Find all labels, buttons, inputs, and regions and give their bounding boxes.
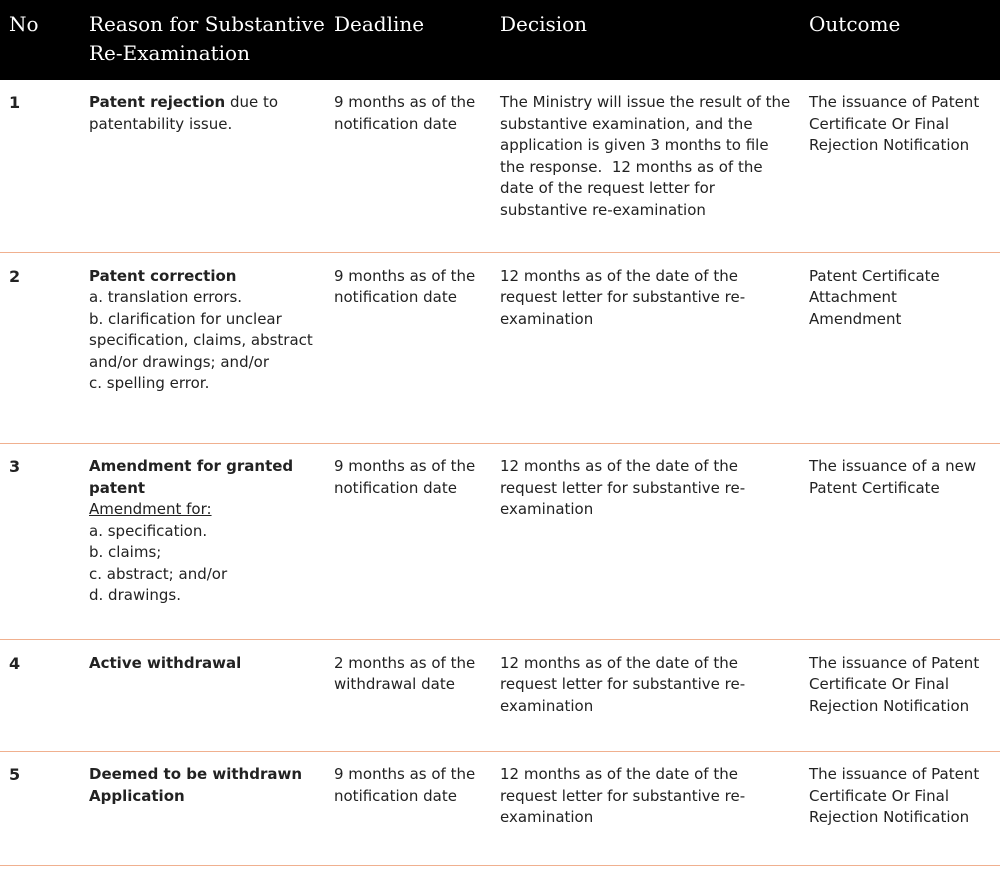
decision-line: 12 months as of the date of the [500,457,738,475]
outcome-line: Rejection Notification [809,136,970,154]
reason-cell [89,456,321,607]
outcome-line: The issuance of Patent [809,765,980,783]
decision-line: examination [500,696,594,715]
reason-line: c. spelling error. [89,374,210,392]
decision-line: substantive re-examination [500,200,706,219]
reason-title: Patent correction [89,266,237,285]
header-reason [89,10,325,68]
reason-cell [89,764,321,807]
decision-cell [500,653,796,718]
reason-line: and/or drawings; and/or [89,352,269,371]
deadline-cell [334,456,486,499]
reason-title-tail: due to [225,93,279,111]
header-deadline: Deadline [334,12,425,36]
row-number: 5 [9,765,21,784]
table-row [0,80,1000,253]
outcome-line: The issuance of Patent [809,653,980,672]
outcome-line: Rejection Notification [809,808,970,826]
reason-subheading: Amendment for: [89,500,212,518]
decision-line: request letter for substantive re- [500,786,746,805]
decision-line: examination [500,808,594,826]
outcome-line: Patent Certificate [809,478,940,497]
deadline-line: notification date [334,114,457,133]
outcome-line: Rejection Notification [809,696,970,715]
reason-line: b. clarification for unclear [89,309,282,328]
reason-title: Application [89,786,185,805]
decision-line: examination [500,309,594,328]
reason-title: Amendment for granted [89,457,294,475]
table-row [0,254,1000,444]
reason-title: Patent rejection [89,93,226,111]
header-no: No [9,12,39,36]
outcome-line: Patent Certificate [809,266,940,285]
decision-line: the response. 12 months as of the [500,157,763,176]
deadline-line: 9 months as of the [334,457,476,475]
decision-line: application is given 3 months to file [500,136,769,154]
header-outcome: Outcome [809,12,901,36]
deadline-cell [334,92,486,135]
outcome-line: Attachment [809,288,897,306]
decision-line: request letter for substantive re- [500,675,746,693]
row-number: 1 [9,93,21,112]
deadline-line: 2 months as of the [334,653,476,672]
deadline-line: notification date [334,478,457,497]
reason-cell [89,92,321,135]
decision-line: request letter for substantive re- [500,478,746,497]
outcome-cell [809,266,995,331]
reason-line: a. specification. [89,521,208,540]
outcome-line: Certificate Or Final [809,114,949,133]
reason-line: d. drawings. [89,586,181,604]
reason-line: c. abstract; and/or [89,564,228,583]
outcome-cell [809,764,995,829]
deadline-line: 9 months as of the [334,93,476,111]
decision-line: date of the request letter for [500,179,715,197]
outcome-line: The issuance of Patent [809,93,980,111]
decision-line: 12 months as of the date of the [500,653,738,672]
decision-line: The Ministry will issue the result of the [500,93,791,111]
reason-line: patentability issue. [89,114,233,133]
reason-line: specification, claims, abstract [89,331,313,349]
reason-line: a. translation errors. [89,288,243,306]
outcome-line: Certificate Or Final [809,786,949,805]
row-number: 3 [9,457,21,476]
deadline-line: withdrawal date [334,675,455,693]
deadline-cell [334,266,486,309]
decision-cell [500,764,796,829]
header-reason-line2: Re-Examination [89,41,250,65]
deadline-line: 9 months as of the [334,765,476,783]
reason-title: Deemed to be withdrawn [89,765,303,783]
deadline-cell [334,764,486,807]
deadline-line: notification date [334,288,457,306]
deadline-line: 9 months as of the [334,266,476,285]
outcome-line: The issuance of a new [809,457,977,475]
outcome-cell [809,92,995,157]
header-decision: Decision [500,12,588,36]
deadline-cell [334,653,486,696]
header-reason-line1: Reason for Substantive [89,12,325,36]
deadline-line: notification date [334,786,457,805]
outcome-cell [809,653,995,718]
decision-cell [500,266,796,331]
row-number: 2 [9,266,21,286]
table-row [0,444,1000,640]
outcome-line: Amendment [809,309,902,328]
decision-cell [500,92,796,221]
table-row [0,641,1000,752]
reason-line: b. claims; [89,543,162,561]
reason-title: patent [89,478,146,497]
decision-line: 12 months as of the date of the [500,765,738,783]
decision-cell [500,456,796,521]
row-number: 4 [9,653,21,673]
reason-cell [89,653,321,675]
decision-line: substantive examination, and the [500,114,753,133]
reason-cell [89,266,321,395]
decision-line: examination [500,500,594,518]
outcome-cell [809,456,995,499]
table-row [0,752,1000,866]
decision-line: 12 months as of the date of the [500,266,738,285]
outcome-line: Certificate Or Final [809,675,949,693]
decision-line: request letter for substantive re- [500,288,746,306]
reason-title: Active withdrawal [89,653,242,672]
table-header [0,0,1000,80]
